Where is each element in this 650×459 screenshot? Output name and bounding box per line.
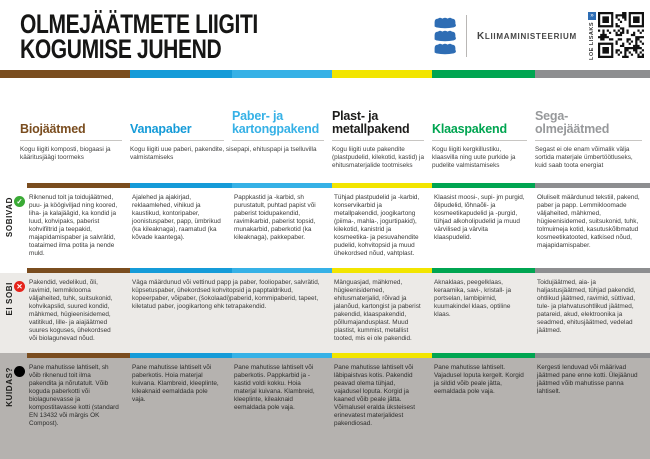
coat-of-arms-icon — [432, 15, 458, 57]
cell-sobivad-bio: Riknenud toit ja toidujäätmed, puu- ja köögiviljad ning koored, liha- ja kalajäägid, ka kondid ja luud, kohvipaks, paberist kohvifiltrid ja teepakid, majapidamispaber ja salvrätid, toataimed ilma potita ja nende muld. — [29, 194, 118, 257]
colorbar-bio — [0, 70, 130, 78]
row-label-sobivad: ✓ SOBIVAD — [0, 188, 27, 268]
qr-side — [588, 12, 596, 60]
cell-kuidas-paberpakend: Pane mahutisse lahtiselt või paberkotis. Pappkarbid ja -kastid voldi kokku. Hoia materjal kuivana. Klambreid, kleeplinte, kileaknaid eemaldada pole vaja. — [234, 364, 315, 411]
qr-label: LOE LISAKS — [589, 22, 595, 61]
column-desc-bio: Kogu liigiti komposti, biogaasi ja kääritusjäägi toormeks — [20, 146, 111, 161]
section-sobivad — [0, 183, 650, 268]
check-circle-icon: ✓ — [14, 196, 25, 207]
section-eisobi — [0, 268, 650, 353]
qr-block — [588, 12, 644, 60]
header-rule — [130, 140, 224, 141]
column-title-sega: Sega- olmejäätmed — [535, 109, 610, 136]
section-kuidas — [0, 353, 650, 459]
colorbar-klaas — [432, 70, 535, 78]
column-title-vanapaber: Vanapaber — [130, 122, 192, 136]
column-title-bio: Biojäätmed — [20, 122, 86, 136]
cell-kuidas-plast: Pane mahutisse lahtiselt või läbipaistvas kotis. Pakendid peavad olema tühjad, vajadusel loputa. Korgid ja kaaned võib peale jätta. Võimalusel eralda üksteisest erinevatest materjalidest pakendiosad. — [334, 364, 415, 427]
ministry-logo — [432, 14, 577, 58]
black-dot-icon — [14, 366, 25, 377]
colorbar-sega — [535, 70, 650, 78]
colorbar-vanapaber — [130, 70, 232, 78]
cell-eisobi-plast: Mänguasjad, mähkmed, hügieenisidemed, ehitusmaterjalid, rõivad ja jalanõud, kartongist ja paberist pakendid, klaaspakendid, põllumajandusplast. Muud plastist, kummist, metallist tooted, mis ei ole pakendid. — [334, 279, 421, 342]
column-title-klaas: Klaaspakend — [432, 122, 507, 136]
column-title-plast: Plast- ja metallpakend — [332, 109, 410, 136]
cell-sobivad-plast: Tühjad plastpudelid ja -karbid, konservikarbid ja metallpakendid, joogikartong (piima-, mahla-, jogurtipakid), kilekotid, kanistrid ja kosmeetika- ja pesuvahendite pudelid, kohvitopsid ja muud ühekordsed nõud, vahtplast. — [334, 194, 420, 257]
header — [0, 0, 650, 70]
column-sega — [535, 78, 650, 183]
column-desc-paper-shared: Kogu liigiti uue paberi, pakendite, sisepapi, ehituspapi ja tselluvilla valmistamiseks — [130, 146, 317, 161]
column-klaas — [432, 78, 535, 183]
cell-sobivad-vanapaber: Ajalehed ja ajakirjad, reklaamlehed, vihikud ja kaustikud, kontoripaber, joonistuspaber, papp, ümbrikud (ka kileaknaga), raamatud (ka kõvade kaantega). — [132, 194, 221, 241]
column-desc-sega: Segast ei ole enam võimalik välja sortida materjale ümbertöötluseks, kuid saab toota energiat — [535, 146, 633, 169]
ministry-name: KLIIMAMINISTEERIUM — [477, 30, 577, 42]
row-label-kuidas: KUIDAS? — [0, 358, 27, 459]
cell-kuidas-klaas: Pane mahutisse lahtiselt. Vajadusel loputa kergelt. Korgid ja sildid võib peale jätta, eemaldada pole vaja. — [434, 364, 524, 395]
column-header-row — [0, 78, 650, 183]
column-desc-plast: Kogu liigiti uute pakendite (plastpudelid, kilekotid, kastid) ja ehitusmaterjalide tootmiseks — [332, 146, 424, 169]
column-vanapaber — [130, 90, 232, 141]
cell-kuidas-bio: Pane mahutisse lahtiselt, sh võib riknenud toit ilma pakendita ja nõrutatult. Võib koguda paberkotti või biolagunevasse ja kompostitavasse kotti (standard EN 13432 või märgis OK Compost). — [29, 364, 119, 427]
column-paper-pair — [130, 78, 332, 183]
logo-divider — [466, 15, 467, 57]
header-rule — [232, 140, 324, 141]
cell-eisobi-bio: Pakendid, vedelikud, õli, ravimid, lemmiklooma väljaheited, tuhk, suitsukonid, kohvikapslid, suured kondid, mähkmed, hügieenisidemed, vatitikud, lille- ja aiajäätmed suures koguses, ühekordsed või biolagunevad nõud. — [29, 279, 113, 342]
column-desc-klaas: Kogu liigiti kergkillustiku, klaasvilla ning uute purkide ja pudelite valmistamiseks — [432, 146, 516, 169]
header-rule — [332, 140, 424, 141]
cell-sobivad-klaas: Klaasist moosi-, supi- jm purgid, õlipudelid, lõhnaõli- ja kosmeetikapudelid ja -purgid, tühjad alkoholipudelid ja muud värvilised ja värvita klaaspudelid. — [434, 194, 525, 241]
link-arrow-icon: » — [588, 12, 596, 20]
colorbar-paberpakend — [232, 70, 332, 78]
cell-kuidas-vanapaber: Pane mahutisse lahtiselt või paberkotis. Hoia materjal kuivana. Klambreid, kleeplinte, kileaknaid eemaldada pole vaja. — [132, 364, 219, 403]
cell-eisobi-paper-shared: Väga määrdunud või vettinud papp ja paber, fooliopaber, salvrätid, küpsetuspaber, ühekordsed kohvitopsid ja papptaldrikud, kopeerpaber, võipaber, (šokolaadi)paberid, kommipaberid, tapeet, kiletatud paber, joogikartong ehk tetrapakendid. — [132, 279, 320, 310]
cell-eisobi-klaas: Aknaklaas, peegelklaas, keraamika, savi-, kristall- ja portselan, lambipirnid, kuumakindel klaas, optiline klaas. — [434, 279, 512, 318]
column-plast — [332, 78, 432, 183]
column-title-paberpakend: Paber- ja kartongpakend — [232, 109, 319, 136]
category-colorbar — [0, 70, 650, 78]
cell-eisobi-sega: Toidujäätmed, aia- ja haljastusjäätmed, tühjad pakendid, ohtlikud jäätmed, ravimid, süttivad, tule- ja plahvatusohtlikud jäätmed, patareid, akud, elektroonika ja seadmed, ehitusjäätmed, vedelad jäätmed. — [537, 279, 636, 334]
column-paberpakend — [232, 90, 332, 141]
header-rule — [20, 140, 122, 141]
title-line-2: KOGUMISE JUHEND — [20, 34, 222, 64]
qr-code[interactable] — [598, 12, 644, 58]
colorbar-plast — [332, 70, 432, 78]
cross-circle-icon: ✕ — [14, 281, 25, 292]
page-title — [20, 9, 258, 64]
title-line-1: OLMEJÄÄTMETE LIIGITI — [20, 9, 258, 39]
cell-kuidas-sega: Kergesti lenduvad või määrivad jäätmed pane enne kotti. Ülejäänud jäätmed võib mahutisse panna lahtiselt. — [537, 364, 638, 395]
header-rule — [432, 140, 527, 141]
header-rule — [535, 140, 642, 141]
cell-sobivad-paberpakend: Pappkastid ja -karbid, sh purustatult, puhtad papist või paberist toidupakendid, ravimikarbid, paberist topsid, munakarbid, paberkotid (ka kileaknaga), pakkepaber. — [234, 194, 316, 241]
cell-sobivad-sega: Oluliselt määrdunud tekstiil, pakend, paber ja papp. Lemmikloomade väljaheited, mähkmed, hügieenisidemed, suitsukonid, tuhk, tolmuimeja kotid, kasutuskõlbmatud kosmeetikatooted, katkised nõud, majapidamispaber. — [537, 194, 640, 249]
row-label-eisobi: ✕ EI SOBI — [0, 273, 27, 353]
column-bio — [20, 78, 130, 183]
